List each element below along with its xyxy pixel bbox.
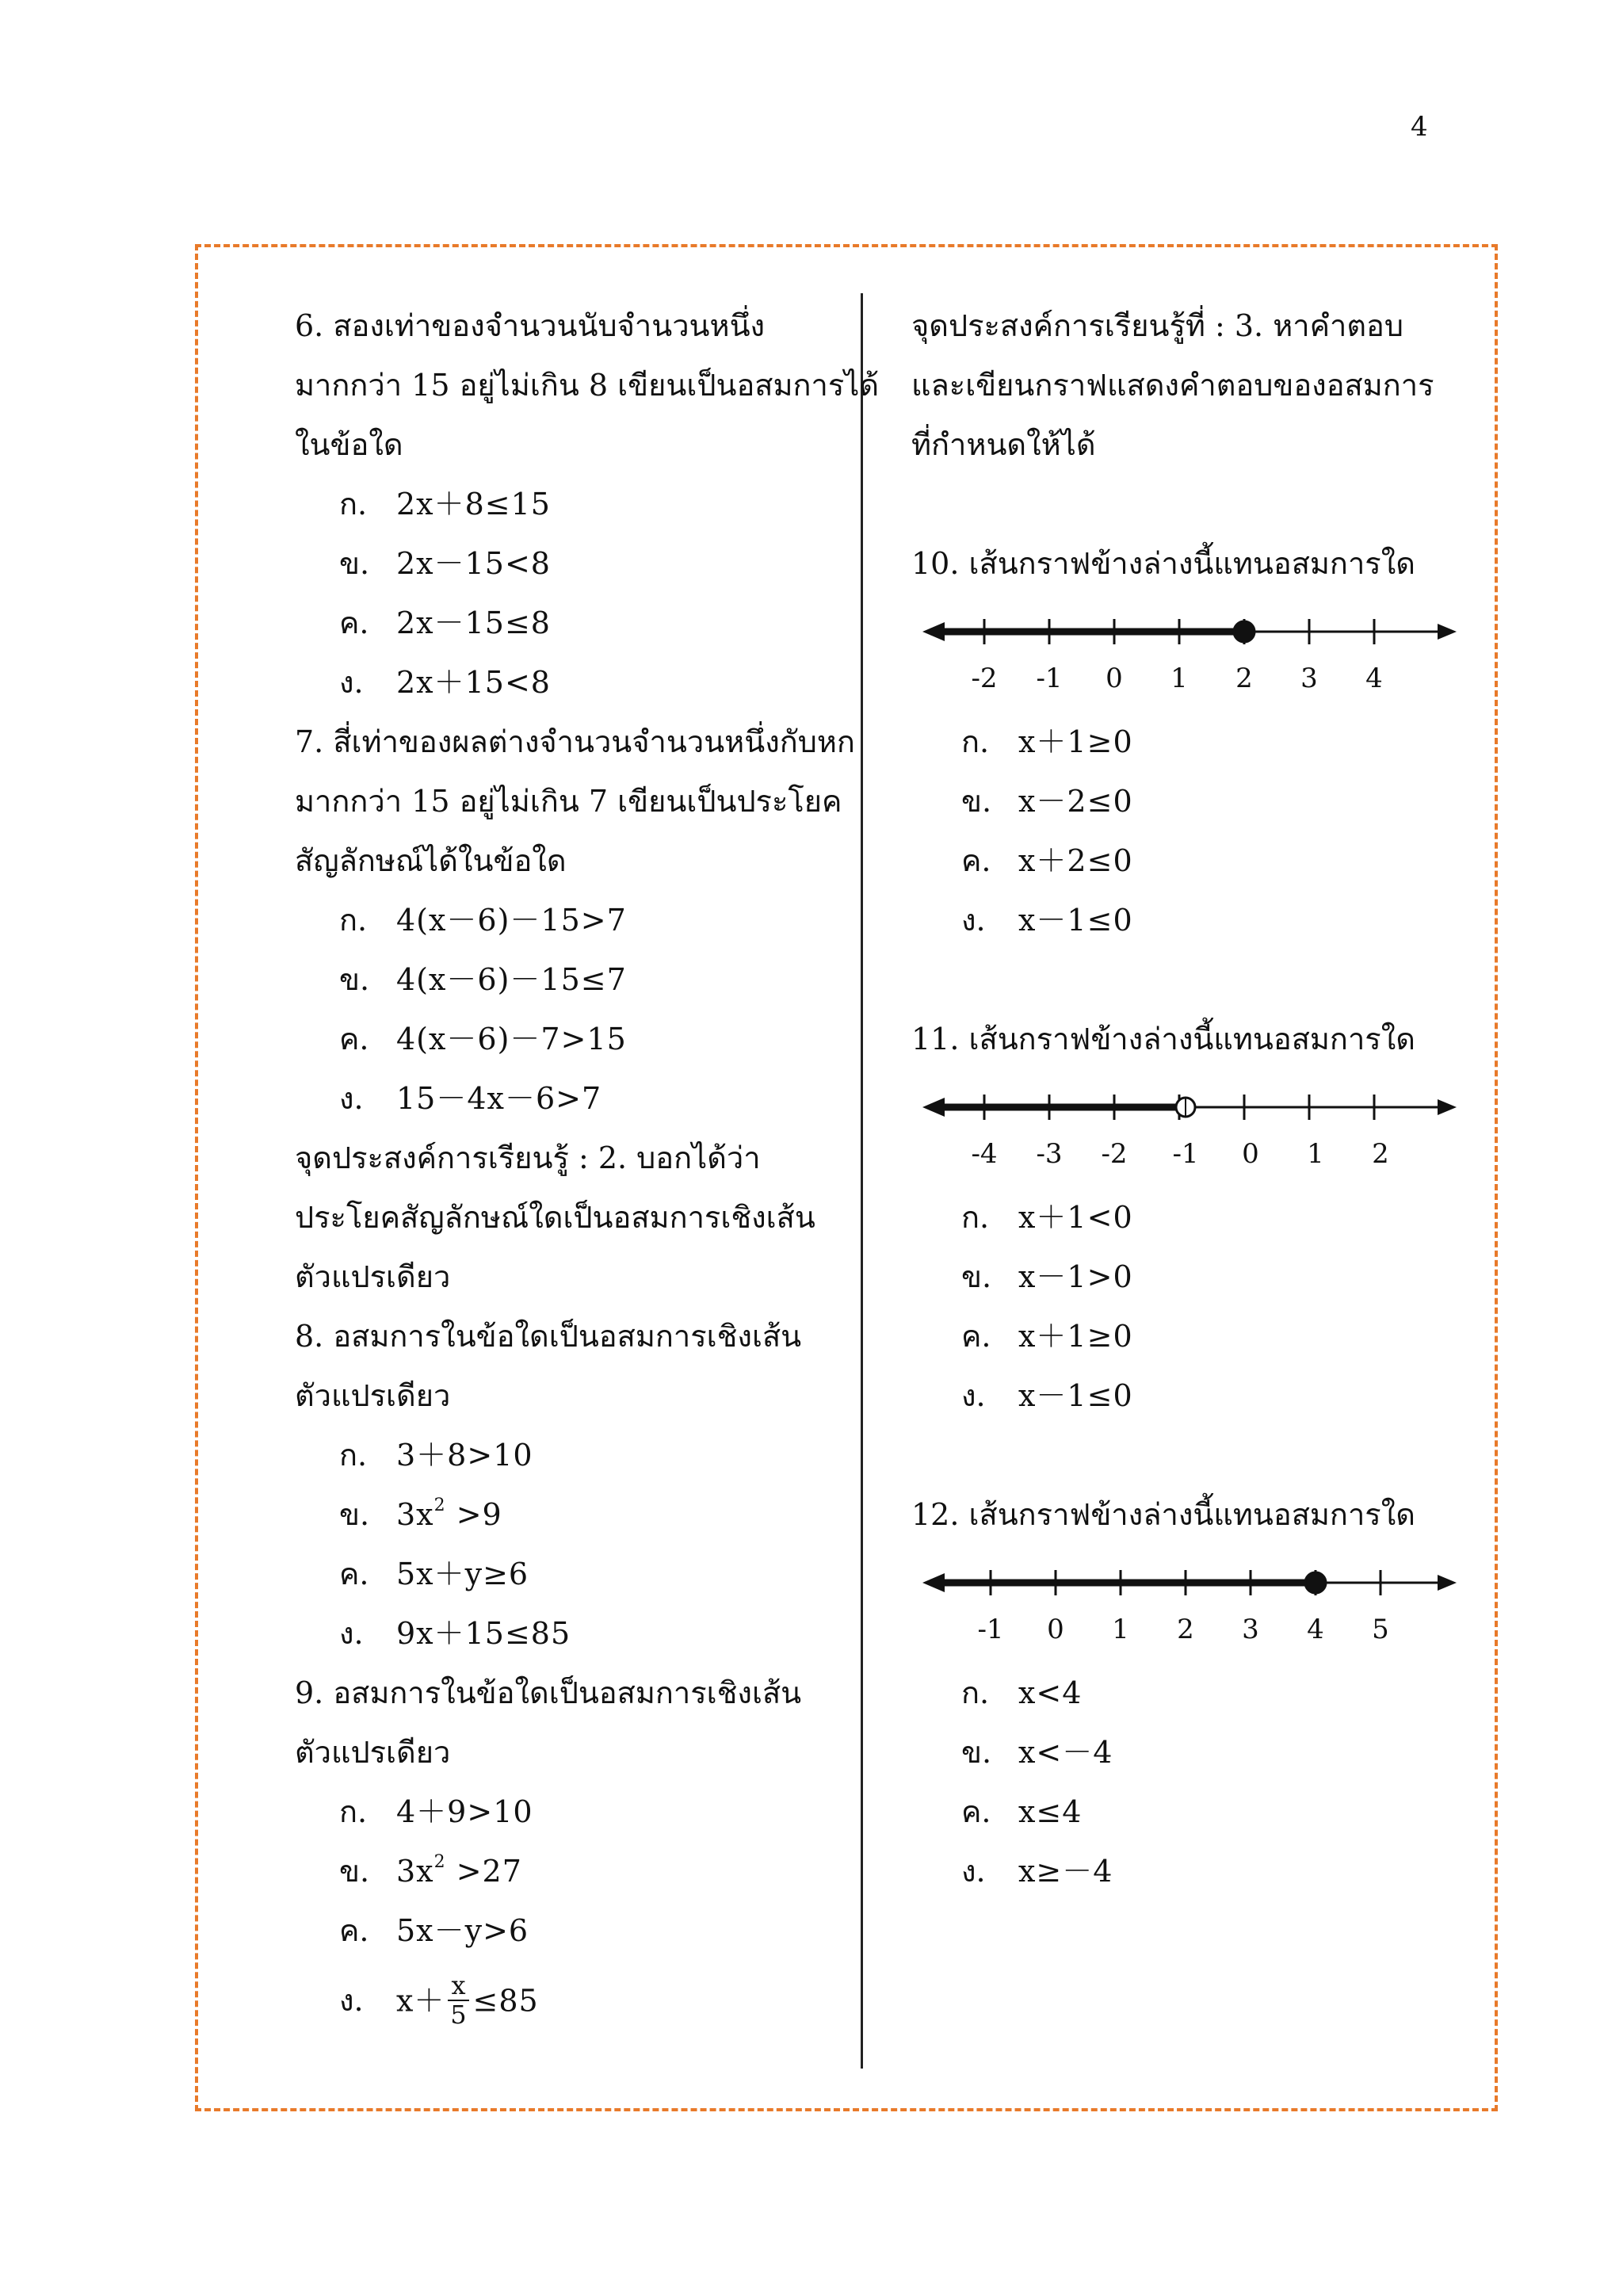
option-letter: ก. (961, 724, 990, 759)
tick-label: 4 (1365, 663, 1383, 694)
option-expr (396, 1854, 522, 1889)
q10-option-b[interactable] (961, 784, 1133, 819)
tick-label: 2 (1372, 1138, 1389, 1170)
option-letter: ก. (961, 1200, 990, 1235)
option-expr: 4(x－6)－7>15 (396, 1022, 627, 1056)
q8-option-b[interactable] (339, 1496, 502, 1532)
q11-option-d[interactable] (961, 1378, 1133, 1413)
option-letter: ก. (339, 1794, 368, 1829)
q12-stem: 12. เส้นกราฟข้างล่างนี้แทนอสมการใด (911, 1497, 1415, 1532)
option-letter: ข. (339, 1854, 370, 1889)
tick-label: 4 (1307, 1614, 1324, 1645)
q6-option-d[interactable] (339, 665, 551, 700)
option-expr: x－1≤0 (1018, 1378, 1133, 1413)
option-letter: ค. (961, 1319, 991, 1354)
objective-2-line-1: จุดประสงค์การเรียนรู้ : 2. บอกได้ว่า (295, 1140, 761, 1175)
q9-stem-line-2: ตัวแปรเดียว (295, 1735, 451, 1770)
option-expr: x≥－4 (1018, 1854, 1113, 1889)
q9-option-c[interactable] (339, 1913, 529, 1948)
objective-2-line-3: ตัวแปรเดียว (295, 1259, 451, 1294)
content-frame (195, 244, 1498, 2111)
tick-label: 2 (1235, 663, 1253, 694)
closed-endpoint-dot (1305, 1572, 1326, 1593)
expr-base: 3x (396, 1854, 434, 1889)
option-expr: 5x＋y≥6 (396, 1557, 529, 1591)
q8-option-a[interactable] (339, 1438, 533, 1473)
option-letter: ค. (339, 1022, 369, 1056)
expr-prefix: x＋ (396, 1983, 445, 2019)
tick-label: 0 (1106, 663, 1123, 694)
q7-stem-line-3: สัญลักษณ์ได้ในข้อใด (295, 843, 567, 878)
left-arrow-icon (922, 1098, 945, 1117)
q12-option-a[interactable] (961, 1675, 1083, 1710)
tick-label: -3 (1036, 1138, 1063, 1170)
option-letter: ข. (961, 784, 992, 819)
option-letter: ก. (339, 487, 368, 521)
option-expr: 2x＋8≤15 (396, 487, 551, 521)
option-expr: x＋1≥0 (1018, 724, 1133, 759)
tick-label: -4 (971, 1138, 998, 1170)
left-arrow-icon (922, 1573, 945, 1592)
q9-option-a[interactable] (339, 1794, 533, 1829)
option-letter: ง. (339, 1616, 364, 1651)
tick-label: -1 (1172, 1138, 1199, 1170)
expr-base: 3x (396, 1497, 434, 1532)
q7-option-b[interactable] (339, 962, 627, 997)
option-letter: ข. (961, 1259, 992, 1294)
q6-stem-line-3: ในข้อใด (295, 427, 403, 462)
q7-option-c[interactable] (339, 1024, 627, 1054)
option-expr: 2x－15<8 (396, 546, 551, 581)
option-expr: x<－4 (1018, 1735, 1113, 1770)
q9-stem-line-1: 9. อสมการในข้อใดเป็นอสมการเชิงเส้น (295, 1675, 802, 1710)
column-divider (861, 293, 863, 2069)
tick-label: 1 (1170, 663, 1188, 694)
option-letter: ก. (339, 1438, 368, 1473)
q9-option-b[interactable] (339, 1852, 522, 1889)
q10-stem: 10. เส้นกราฟข้างล่างนี้แทนอสมการใด (911, 546, 1415, 581)
q10-option-d[interactable] (961, 903, 1133, 938)
option-expr: x＋2≤0 (1018, 843, 1133, 878)
option-letter: ค. (339, 606, 369, 640)
tick-label: 3 (1300, 663, 1318, 694)
tick-label: 2 (1177, 1614, 1194, 1645)
q11-option-c[interactable] (961, 1319, 1133, 1354)
option-letter: ค. (961, 1794, 991, 1829)
q6-option-a[interactable] (339, 489, 551, 519)
option-letter: ข. (339, 546, 370, 581)
option-expr: x－2≤0 (1018, 784, 1133, 819)
q9-option-d[interactable] (339, 1972, 539, 2029)
q6-option-b[interactable] (339, 548, 551, 579)
option-expr: 5x－y>6 (396, 1913, 529, 1948)
q7-stem-line-1: 7. สี่เท่าของผลต่างจำนวนจำนวนหนึ่งกับหก (295, 724, 855, 759)
tick-label: 1 (1112, 1614, 1129, 1645)
tick-label: -1 (1036, 663, 1063, 694)
option-expr: 9x＋15≤85 (396, 1616, 571, 1651)
option-letter: ง. (339, 1983, 364, 2019)
tick-label: -2 (1101, 1138, 1128, 1170)
q6-stem-line-2: มากกว่า 15 อยู่ไม่เกิน 8 เขียนเป็นอสมการได้ (295, 368, 880, 403)
closed-endpoint-dot (1234, 621, 1254, 642)
option-letter: ข. (339, 1497, 370, 1532)
option-expr: 4(x－6)－15>7 (396, 903, 627, 938)
page-number: 4 (1411, 111, 1428, 143)
option-letter: ก. (339, 903, 368, 938)
q12-number-line (919, 1557, 1458, 1645)
option-expr: x－1>0 (1018, 1259, 1133, 1294)
q8-stem-line-1: 8. อสมการในข้อใดเป็นอสมการเชิงเส้น (295, 1319, 802, 1354)
option-letter: ง. (961, 1854, 986, 1889)
option-letter: ง. (961, 903, 986, 938)
right-arrow-icon (1438, 1575, 1457, 1591)
option-letter: ข. (961, 1735, 992, 1770)
option-expr: 2x－15≤8 (396, 606, 551, 640)
tick-label: -1 (977, 1614, 1004, 1645)
objective-3-line-3: ที่กำหนดให้ได้ (911, 427, 1096, 462)
q12-option-b[interactable] (961, 1735, 1113, 1770)
expr-rest: >27 (445, 1854, 522, 1889)
option-letter: ง. (339, 1081, 364, 1116)
q6-option-c[interactable] (339, 608, 551, 638)
right-arrow-icon (1438, 1099, 1457, 1115)
option-expr: 15－4x－6>7 (396, 1081, 602, 1116)
option-expr: x＋1<0 (1018, 1200, 1133, 1235)
expr-exponent: 2 (433, 1496, 446, 1515)
tick-label: 1 (1307, 1138, 1324, 1170)
fraction (448, 1972, 469, 2029)
option-expr (396, 1970, 539, 2030)
fraction-numerator: x (448, 1972, 469, 2001)
left-arrow-icon (922, 622, 945, 641)
tick-label: -2 (971, 663, 998, 694)
option-expr: 3＋8>10 (396, 1438, 533, 1473)
option-letter: ง. (961, 1378, 986, 1413)
q7-stem-line-2: มากกว่า 15 อยู่ไม่เกิน 7 เขียนเป็นประโยค (295, 784, 842, 819)
option-expr: 4(x－6)－15≤7 (396, 962, 627, 997)
q10-option-a[interactable] (961, 724, 1133, 759)
q6-stem-line-1: 6. สองเท่าของจำนวนนับจำนวนหนึ่ง (295, 308, 766, 343)
right-arrow-icon (1438, 624, 1457, 640)
q11-stem: 11. เส้นกราฟข้างล่างนี้แทนอสมการใด (911, 1022, 1415, 1056)
tick-label: 3 (1242, 1614, 1259, 1645)
option-letter: ก. (961, 1675, 990, 1710)
expr-suffix: ≤85 (472, 1983, 539, 2019)
objective-3-line-1: จุดประสงค์การเรียนรู้ที่ : 3. หาคำตอบ (911, 308, 1403, 343)
option-letter: ค. (961, 843, 991, 878)
objective-2-line-2: ประโยคสัญลักษณ์ใดเป็นอสมการเชิงเส้น (295, 1200, 815, 1235)
option-letter: ง. (339, 665, 364, 700)
q10-option-c[interactable] (961, 843, 1133, 878)
tick-label: 0 (1242, 1138, 1259, 1170)
expr-exponent: 2 (433, 1852, 446, 1872)
option-expr: x≤4 (1018, 1794, 1083, 1829)
q10-number-line (919, 606, 1458, 693)
q11-option-b[interactable] (961, 1259, 1133, 1294)
option-letter: ค. (339, 1557, 369, 1591)
q7-option-a[interactable] (339, 903, 627, 938)
expr-rest: >9 (445, 1497, 502, 1532)
option-expr: x＋1≥0 (1018, 1319, 1133, 1354)
tick-label: 5 (1372, 1614, 1389, 1645)
q12-option-d[interactable] (961, 1854, 1113, 1889)
q7-option-d[interactable] (339, 1083, 601, 1114)
option-expr: x－1≤0 (1018, 903, 1133, 938)
q11-number-line (919, 1082, 1458, 1169)
option-expr (396, 1497, 502, 1532)
q8-stem-line-2: ตัวแปรเดียว (295, 1378, 451, 1413)
q11-option-a[interactable] (961, 1200, 1133, 1235)
objective-3-line-2: และเขียนกราฟแสดงคำตอบของอสมการ (911, 368, 1434, 403)
option-expr: 2x＋15<8 (396, 665, 551, 700)
q12-option-c[interactable] (961, 1794, 1083, 1829)
fraction-denominator: 5 (450, 2000, 468, 2030)
option-letter: ค. (339, 1913, 369, 1948)
q8-option-c[interactable] (339, 1559, 529, 1589)
option-expr: x<4 (1018, 1675, 1083, 1710)
option-letter: ข. (339, 962, 370, 997)
option-expr: 4＋9>10 (396, 1794, 533, 1829)
tick-label: 0 (1047, 1614, 1064, 1645)
q8-option-d[interactable] (339, 1616, 571, 1651)
